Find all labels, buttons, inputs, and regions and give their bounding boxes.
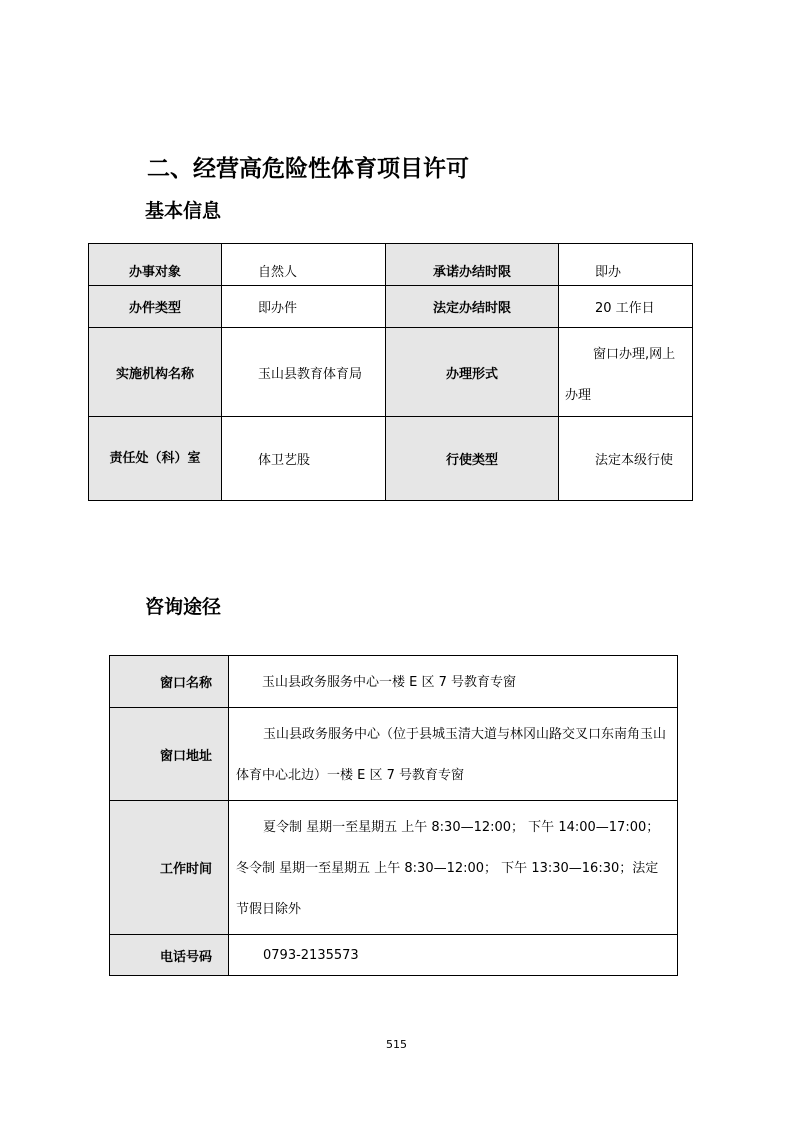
- label-cell: 窗口名称: [110, 656, 229, 708]
- label-cell: 责任处（科）室: [89, 417, 222, 501]
- label-cell: 行使类型: [386, 417, 559, 501]
- value-cell: 20 工作日: [559, 286, 693, 328]
- basic-info-table: [88, 243, 693, 501]
- table-row: [89, 417, 693, 501]
- page-title: 二、经营高危险性体育项目许可: [147, 156, 469, 182]
- value-cell: 即办: [559, 244, 693, 286]
- table-row: [89, 328, 693, 417]
- basic-info-heading: 基本信息: [145, 200, 222, 222]
- consult-heading: 咨询途径: [145, 596, 222, 618]
- label-cell: 办事对象: [89, 244, 222, 286]
- page-number: 515: [386, 1038, 407, 1051]
- value-cell: 玉山县教育体育局: [222, 328, 386, 417]
- value-cell: 自然人: [222, 244, 386, 286]
- value-cell: 0793-2135573: [229, 935, 678, 976]
- label-cell: 工作时间: [110, 801, 229, 935]
- label-cell: 承诺办结时限: [386, 244, 559, 286]
- value-cell: 玉山县政务服务中心（位于县城玉清大道与林冈山路交叉口东南角玉山体育中心北边）一楼 E 区 7 号教育专窗: [229, 708, 678, 801]
- label-cell: 电话号码: [110, 935, 229, 976]
- value-cell: 法定本级行使: [559, 417, 693, 501]
- label-cell: 办理形式: [386, 328, 559, 417]
- label-cell: 法定办结时限: [386, 286, 559, 328]
- consult-table: [109, 655, 678, 976]
- value-cell: 玉山县政务服务中心一楼 E 区 7 号教育专窗: [229, 656, 678, 708]
- value-cell: 体卫艺股: [222, 417, 386, 501]
- table-row: [89, 286, 693, 328]
- label-cell: 窗口地址: [110, 708, 229, 801]
- table-row: [89, 244, 693, 286]
- table-row: [110, 935, 678, 976]
- label-cell: 实施机构名称: [89, 328, 222, 417]
- value-cell: 夏令制 星期一至星期五 上午 8:30—12:00； 下午 14:00—17:00；冬令制 星期一至星期五 上午 8:30—12:00； 下午 13:30—16:30；法定节假日除外: [229, 801, 678, 935]
- table-row: [110, 801, 678, 935]
- value-cell: 即办件: [222, 286, 386, 328]
- value-cell: 窗口办理,网上办理: [559, 328, 693, 417]
- table-row: [110, 656, 678, 708]
- label-cell: 办件类型: [89, 286, 222, 328]
- table-row: [110, 708, 678, 801]
